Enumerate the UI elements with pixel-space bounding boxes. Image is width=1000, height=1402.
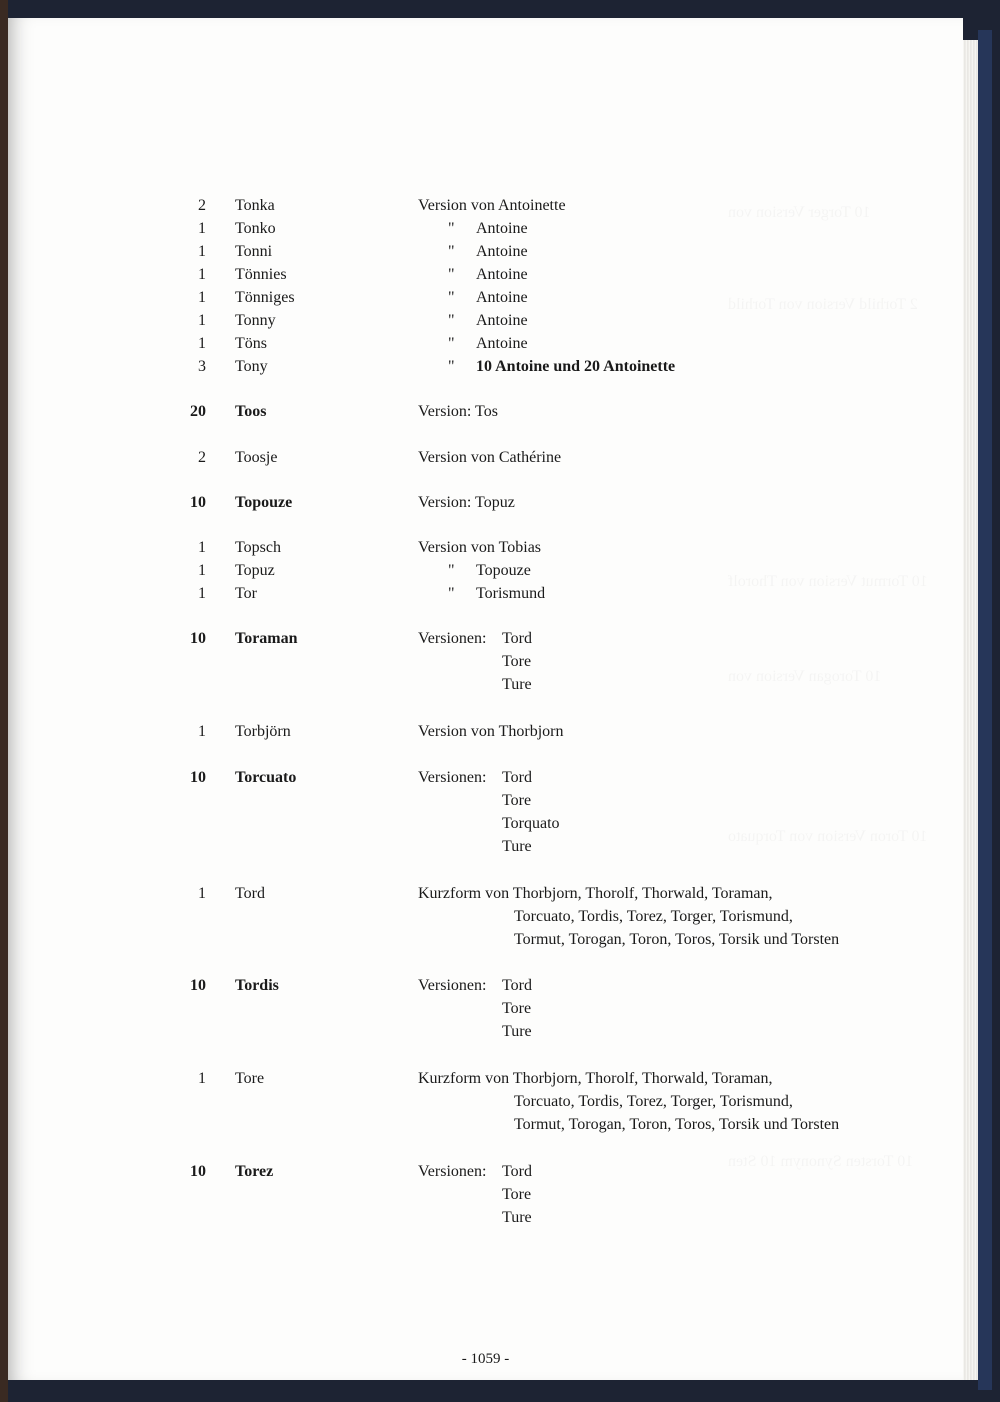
name-entry bbox=[8, 194, 963, 214]
entry-count: 3 bbox=[198, 358, 206, 375]
entry-name: Tonny bbox=[235, 312, 276, 329]
description-line bbox=[418, 974, 888, 997]
description-text: Tord bbox=[502, 769, 532, 786]
description-text: Antoine bbox=[476, 289, 528, 306]
name-entry bbox=[8, 627, 963, 693]
ditto-mark: " bbox=[448, 243, 455, 260]
description-text: Ture bbox=[502, 1209, 532, 1226]
entry-count: 1 bbox=[198, 312, 206, 329]
description-line bbox=[418, 812, 888, 835]
description-text: Tord bbox=[502, 977, 532, 994]
entry-count: 2 bbox=[198, 449, 206, 466]
ditto-mark: " bbox=[448, 266, 455, 283]
entry-description bbox=[418, 355, 888, 378]
description-line bbox=[418, 263, 888, 286]
description-text: Tord bbox=[502, 1163, 532, 1180]
entry-description bbox=[418, 882, 888, 951]
entry-name: Tor bbox=[235, 585, 257, 602]
description-line bbox=[418, 309, 888, 332]
name-entry bbox=[8, 446, 963, 466]
name-entry bbox=[8, 240, 963, 260]
name-entry bbox=[8, 217, 963, 237]
entry-count: 1 bbox=[198, 289, 206, 306]
entry-name: Toos bbox=[235, 403, 267, 420]
description-text: Tore bbox=[502, 792, 532, 809]
ditto-mark: " bbox=[448, 358, 455, 375]
entry-description bbox=[418, 1067, 888, 1136]
entry-name: Tonko bbox=[235, 220, 276, 237]
name-entry bbox=[8, 309, 963, 329]
entry-name: Topsch bbox=[235, 539, 281, 556]
description-line bbox=[418, 1067, 888, 1090]
entry-name: Tordis bbox=[235, 977, 279, 994]
entry-description bbox=[418, 286, 888, 309]
description-text: Antoine bbox=[476, 266, 528, 283]
description-line bbox=[418, 355, 888, 378]
entry-name: Tore bbox=[235, 1070, 265, 1087]
ditto-mark: " bbox=[448, 289, 455, 306]
description-text: Torismund bbox=[476, 585, 546, 602]
entry-name: Tönnies bbox=[235, 266, 287, 283]
description-text: Version von Thorbjorn bbox=[418, 723, 564, 740]
entry-description bbox=[418, 582, 888, 605]
description-text: Kurzform von Thorbjorn, Thorolf, Thorwald, Toraman, bbox=[418, 1070, 773, 1087]
description-line bbox=[418, 627, 888, 650]
entry-description bbox=[418, 974, 888, 1043]
entry-count: 10 bbox=[190, 630, 206, 647]
description-text: Antoine bbox=[476, 243, 528, 260]
description-text: Topouze bbox=[476, 562, 531, 579]
name-entry bbox=[8, 766, 963, 855]
entry-count: 10 bbox=[190, 1163, 206, 1180]
name-entry bbox=[8, 400, 963, 420]
description-text: Version von Cathérine bbox=[418, 449, 562, 466]
entry-description bbox=[418, 240, 888, 263]
entry-count: 1 bbox=[198, 562, 206, 579]
description-text: Version: Topuz bbox=[418, 494, 515, 511]
entry-name: Torbjörn bbox=[235, 723, 291, 740]
description-line bbox=[418, 400, 888, 423]
description-line bbox=[418, 1090, 888, 1113]
entry-count: 10 bbox=[190, 769, 206, 786]
description-text: Tore bbox=[502, 1186, 532, 1203]
description-text: Tore bbox=[502, 1000, 532, 1017]
entry-count: 1 bbox=[198, 539, 206, 556]
entry-count: 10 bbox=[190, 977, 206, 994]
name-entry bbox=[8, 355, 963, 375]
entry-count: 1 bbox=[198, 585, 206, 602]
name-entry bbox=[8, 536, 963, 556]
description-text: Ture bbox=[502, 838, 532, 855]
description-line bbox=[418, 1020, 888, 1043]
entry-name: Tord bbox=[235, 885, 265, 902]
entry-name: Toosje bbox=[235, 449, 278, 466]
description-line bbox=[418, 1113, 888, 1136]
entry-count: 1 bbox=[198, 243, 206, 260]
entry-count: 1 bbox=[198, 266, 206, 283]
name-entry bbox=[8, 559, 963, 579]
description-line bbox=[418, 286, 888, 309]
description-line bbox=[418, 905, 888, 928]
versions-label: Versionen: bbox=[418, 977, 487, 994]
entry-description bbox=[418, 217, 888, 240]
description-text: Version von Antoinette bbox=[418, 197, 566, 214]
name-entry bbox=[8, 882, 963, 948]
description-line bbox=[418, 766, 888, 789]
name-entry bbox=[8, 974, 963, 1040]
description-line bbox=[418, 1160, 888, 1183]
description-text: Torcuato, Tordis, Torez, Torger, Torismund, bbox=[514, 1093, 793, 1110]
entry-description bbox=[418, 332, 888, 355]
description-text: Antoine bbox=[476, 312, 528, 329]
ditto-mark: " bbox=[448, 335, 455, 352]
ditto-mark: " bbox=[448, 220, 455, 237]
description-text: Tore bbox=[502, 653, 532, 670]
entry-description bbox=[418, 559, 888, 582]
description-line bbox=[418, 536, 888, 559]
book-binding-left bbox=[0, 0, 8, 1402]
description-line bbox=[418, 217, 888, 240]
description-line bbox=[418, 673, 888, 696]
description-text: Antoine bbox=[476, 220, 528, 237]
ditto-mark: " bbox=[448, 312, 455, 329]
entry-count: 10 bbox=[190, 494, 206, 511]
description-line bbox=[418, 559, 888, 582]
entry-name: Tonni bbox=[235, 243, 273, 260]
description-text: Ture bbox=[502, 676, 532, 693]
entry-name: Topouze bbox=[235, 494, 293, 511]
entry-count: 1 bbox=[198, 885, 206, 902]
ditto-mark: " bbox=[448, 562, 455, 579]
description-line bbox=[418, 582, 888, 605]
entry-count: 1 bbox=[198, 220, 206, 237]
versions-label: Versionen: bbox=[418, 1163, 487, 1180]
entry-count: 1 bbox=[198, 723, 206, 740]
entry-description bbox=[418, 1160, 888, 1229]
entry-description bbox=[418, 720, 888, 743]
description-text: Torcuato, Tordis, Torez, Torger, Torismund, bbox=[514, 908, 793, 925]
entry-name: Toraman bbox=[235, 630, 298, 647]
ditto-mark: " bbox=[448, 585, 455, 602]
description-line bbox=[418, 997, 888, 1020]
entry-name: Tonka bbox=[235, 197, 275, 214]
name-entry bbox=[8, 582, 963, 602]
description-line bbox=[418, 240, 888, 263]
name-entry bbox=[8, 263, 963, 283]
description-text: Tormut, Torogan, Toron, Toros, Torsik und Torsten bbox=[514, 1116, 840, 1133]
entry-description bbox=[418, 491, 888, 514]
description-line bbox=[418, 835, 888, 858]
entry-count: 2 bbox=[198, 197, 206, 214]
description-text: 10 Antoine und 20 Antoinette bbox=[476, 358, 676, 375]
entry-description bbox=[418, 309, 888, 332]
description-line bbox=[418, 928, 888, 951]
description-text: Kurzform von Thorbjorn, Thorolf, Thorwald, Toraman, bbox=[418, 885, 773, 902]
description-line bbox=[418, 1206, 888, 1229]
description-line bbox=[418, 491, 888, 514]
description-text: Tord bbox=[502, 630, 532, 647]
entry-count: 1 bbox=[198, 1070, 206, 1087]
description-text: Torquato bbox=[502, 815, 560, 832]
name-entry bbox=[8, 332, 963, 352]
entry-name: Tönniges bbox=[235, 289, 295, 306]
description-line bbox=[418, 446, 888, 469]
entry-name: Töns bbox=[235, 335, 267, 352]
name-entry bbox=[8, 286, 963, 306]
description-line bbox=[418, 332, 888, 355]
description-text: Tormut, Torogan, Toron, Toros, Torsik und Torsten bbox=[514, 931, 840, 948]
description-line bbox=[418, 650, 888, 673]
description-line bbox=[418, 1183, 888, 1206]
entry-name: Tony bbox=[235, 358, 268, 375]
description-line bbox=[418, 720, 888, 743]
entry-description bbox=[418, 400, 888, 423]
entry-name: Topuz bbox=[235, 562, 275, 579]
entry-description bbox=[418, 194, 888, 217]
entry-name: Torez bbox=[235, 1163, 274, 1180]
description-text: Antoine bbox=[476, 335, 528, 352]
entry-count: 20 bbox=[190, 403, 206, 420]
description-line bbox=[418, 194, 888, 217]
entry-description bbox=[418, 627, 888, 696]
versions-label: Versionen: bbox=[418, 630, 487, 647]
entry-count: 1 bbox=[198, 335, 206, 352]
description-text: Ture bbox=[502, 1023, 532, 1040]
description-line bbox=[418, 882, 888, 905]
entry-description bbox=[418, 263, 888, 286]
description-text: Version: Tos bbox=[418, 403, 498, 420]
versions-label: Versionen: bbox=[418, 769, 487, 786]
name-entry bbox=[8, 491, 963, 511]
entry-description bbox=[418, 766, 888, 858]
name-entry bbox=[8, 1160, 963, 1226]
name-entry bbox=[8, 720, 963, 740]
name-entry bbox=[8, 1067, 963, 1133]
book-cover-right bbox=[978, 30, 992, 1390]
book-page bbox=[8, 18, 963, 1380]
entry-name: Torcuato bbox=[235, 769, 297, 786]
description-text: Version von Tobias bbox=[418, 539, 542, 556]
entry-description bbox=[418, 446, 888, 469]
page-number: - 1059 - bbox=[461, 1351, 510, 1367]
entry-description bbox=[418, 536, 888, 559]
description-line bbox=[418, 789, 888, 812]
